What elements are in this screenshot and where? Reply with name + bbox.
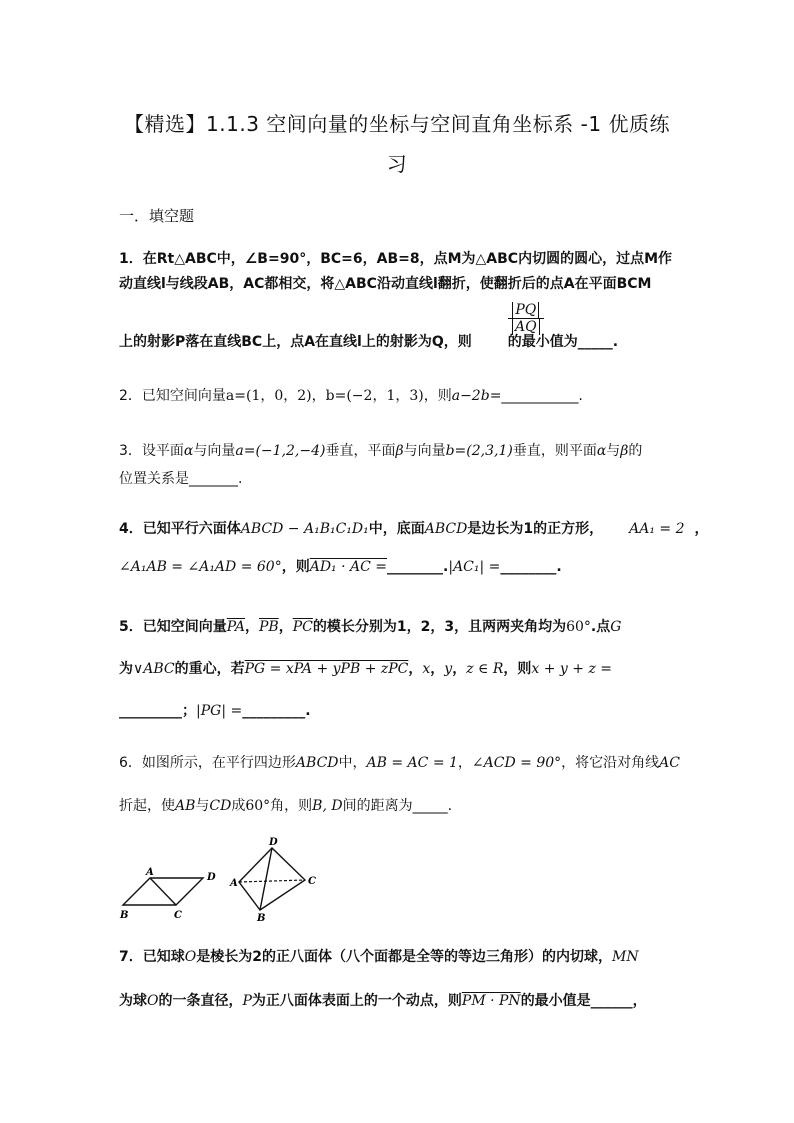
q6-line2 <box>119 797 452 815</box>
q2-expr: a−2b <box>451 388 490 404</box>
q7-text-2c: 的一条直径， <box>158 993 243 1009</box>
q6-diagonal: AC <box>659 755 680 771</box>
q3-alpha: α <box>183 443 194 459</box>
q5-vec-pa: $\overline{PA}$ <box>226 619 245 635</box>
fig2-label-d: D <box>269 837 278 848</box>
page-title: 【精选】1.1.3 空间向量的坐标与空间直角坐标系 -1 优质练 <box>124 112 670 136</box>
q3-text-g: 的 <box>628 443 643 459</box>
q4-comma: ， <box>694 521 709 537</box>
q5-z: z ∈ R <box>466 661 504 677</box>
q4-line2 <box>119 558 562 576</box>
q7-text-2g: 的最小值是______， <box>520 993 647 1009</box>
q4-text-a: 4．已知平行六面体 <box>119 521 241 537</box>
q6-lengths: AB = AC = 1 <box>366 755 458 771</box>
q4-answer-1: ________. <box>387 559 449 575</box>
q7-sphere-o: O <box>184 949 197 965</box>
q3-vector-a: a=(−1,2,−4) <box>235 443 326 459</box>
q1-line3 <box>119 333 618 351</box>
fig2-label-a: A <box>230 878 238 889</box>
q5-magnitude: |PG| = <box>196 703 243 719</box>
q4-edge: AA₁ = 2 <box>629 521 685 537</box>
q5-text-a: 5．已知空间向量 <box>119 619 227 635</box>
q3-text-e: 垂直，则平面 <box>512 443 597 459</box>
q3-text-b: 与向量 <box>193 443 236 459</box>
fig1-label-c: C <box>174 910 182 921</box>
q4-solid: ABCD − A₁B₁C₁D₁ <box>240 521 369 537</box>
q7-p: P <box>242 993 252 1009</box>
q3-line1 <box>119 442 642 460</box>
q5-comma-5: ， <box>452 661 467 677</box>
fig1-label-d: D <box>207 872 216 883</box>
q3-beta-2: β <box>620 443 629 459</box>
q5-text-k: 为 <box>119 661 133 677</box>
q6-text-2i: 间的距离为_____. <box>342 798 453 814</box>
q6-text-2g: 角，则 <box>270 798 313 814</box>
q2-text-a: 2．已知空间向量 <box>119 388 226 404</box>
q7-line1 <box>119 948 639 966</box>
q7-mn: MN <box>611 949 639 965</box>
q4-dot-product: AD₁ · AC = <box>309 559 388 575</box>
q4-magnitude: |AC₁| = <box>448 559 501 575</box>
q2-vec-b: b=(−2，1，3)，则 <box>325 388 452 404</box>
q3-alpha-2: α <box>596 443 607 459</box>
section-heading: 一．填空题 <box>119 207 195 225</box>
q5-y: y <box>444 661 453 677</box>
folded-tetrahedron-figure <box>229 837 316 922</box>
q6-text-2a: 折起，使 <box>119 798 175 814</box>
q5-comma-4: ， <box>430 661 445 677</box>
q1-frac-den: AQ <box>512 319 540 335</box>
q6-figures <box>115 830 330 922</box>
q4-line1 <box>119 520 709 538</box>
q1-fraction <box>508 302 544 335</box>
q6-text-a: 6．如图所示，在平行四边形 <box>119 755 296 771</box>
q6-text-c: 中， <box>338 755 367 771</box>
parallelogram-figure <box>119 867 216 921</box>
q5-vec-pc: $\overline{PC}$ <box>292 619 313 635</box>
q7-line2 <box>119 992 647 1010</box>
q2-vec-a: a=(1，0，2)， <box>225 388 326 404</box>
fig2-label-b: B <box>257 913 266 922</box>
q6-bd: B, D <box>312 798 343 814</box>
fig1-label-a: A <box>146 867 154 878</box>
q6-line1 <box>119 754 680 772</box>
q7-o: O <box>147 993 159 1009</box>
q4-text-c: 中，底面 <box>368 521 425 537</box>
q4-text-i: ，则 <box>281 559 310 575</box>
q1-text-a: 上的射影P落在直线BC上，点A在直线l上的射影为Q，则 <box>119 334 472 350</box>
q5-text-i: .点 <box>590 619 611 635</box>
q6-text-2e: 成 <box>231 798 246 814</box>
q5-text-u: ，则 <box>503 661 532 677</box>
q3-text-d: 与向量 <box>403 443 446 459</box>
q6-text-2c: 与 <box>195 798 210 814</box>
q7-text-2e: 为正八面体表面上的一个动点，则 <box>251 993 462 1009</box>
q6-quad: ABCD <box>295 755 339 771</box>
q3-text-f: 与 <box>606 443 621 459</box>
q6-angle: ∠ACD = 90° <box>471 755 562 771</box>
fig2-label-c: C <box>308 876 316 887</box>
q7-text-2a: 为球 <box>119 993 147 1009</box>
q5-line1 <box>119 618 621 636</box>
q5-equation: PG = xPA + yPB + zPC <box>244 661 409 677</box>
q1-frac-num: PQ <box>512 302 539 318</box>
q1-text-b: 的最小值为_____. <box>507 334 619 350</box>
q5-line2 <box>119 660 612 678</box>
q4-angles: ∠A₁AB = ∠A₁AD = 60° <box>119 559 282 575</box>
q5-answer-2: _________. <box>242 703 311 719</box>
q4-base: ABCD <box>424 521 468 537</box>
q1-line1: 1．在Rt△ABC中，∠B=90°，BC=6，AB=8，点M为△ABC内切圆的圆心，过点M作 <box>119 251 672 267</box>
fig1-label-b: B <box>120 910 129 921</box>
q2-answer: =___________. <box>489 388 583 404</box>
q3-line2: 位置关系是_______. <box>119 471 243 487</box>
q1-line2: 动直线l与线段AB，AC都相交，将△ABC沿动直线l翻折，使翻折后的点A在平面BCM <box>119 276 652 292</box>
q3-text-a: 3．设平面 <box>119 443 184 459</box>
q6-text-g: ，将它沿对角线 <box>561 755 660 771</box>
q5-comma-2: ， <box>278 619 293 635</box>
q6-angle-60: 60° <box>245 798 271 814</box>
q5-point-g: G <box>610 619 622 635</box>
q5-x: x <box>422 661 431 677</box>
q6-ab: AB <box>175 798 196 814</box>
q3-vector-b: b=(2,3,1) <box>445 443 513 459</box>
q6-comma: ， <box>457 755 472 771</box>
q5-comma-1: ， <box>245 619 259 635</box>
q7-dot-product: PM · PN <box>461 993 521 1009</box>
q4-text-e: 是边长为1的正方形， <box>467 521 604 537</box>
q5-text-m: 的重心，若 <box>174 661 245 677</box>
q5-triangle: ∨ABC <box>133 661 175 677</box>
q5-angle: 60° <box>566 619 591 635</box>
q6-cd: CD <box>209 798 232 814</box>
q7-text-a: 7．已知球 <box>119 949 185 965</box>
q5-line3 <box>119 702 311 720</box>
q5-vec-pb: $\overline{PB}$ <box>259 619 279 635</box>
q4-answer-2: ________. <box>500 559 562 575</box>
q5-answer-1: _________； <box>119 703 196 719</box>
page-title-continued: 习 <box>386 152 408 176</box>
q5-text-g: 的模长分别为1，2，3，且两两夹角均为 <box>312 619 567 635</box>
q3-text-c: 垂直，平面 <box>325 443 396 459</box>
q2-line <box>119 387 583 405</box>
q5-comma-3: ， <box>408 661 423 677</box>
q7-text-c: 是棱长为2的正八面体（八个面都是全等的等边三角形）的内切球， <box>196 949 612 965</box>
q5-sum: x + y + z = <box>531 661 613 677</box>
q3-beta: β <box>395 443 404 459</box>
